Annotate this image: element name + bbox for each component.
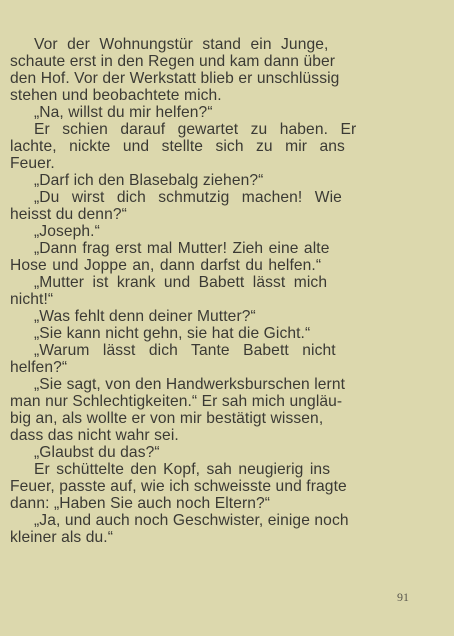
text-line: helfen?“	[10, 359, 68, 376]
text-line: man nur Schlechtigkeiten.“ Er sah mich ungläu-	[10, 393, 343, 410]
text-line: „Glaubst du das?“	[34, 444, 160, 461]
text-line: dann: „Haben Sie auch noch Eltern?“	[10, 495, 271, 512]
text-line: „Sie sagt, von den Handwerksburschen lernt	[34, 376, 346, 393]
text-line: „Ja, und auch noch Geschwister, einige noch	[34, 512, 349, 529]
text-line: Vor der Wohnungstür stand ein Junge,	[34, 36, 329, 53]
page-number: 91	[397, 590, 409, 604]
text-line: „Was fehlt denn deiner Mutter?“	[34, 308, 256, 325]
text-line: „Warum lässt dich Tante Babett nicht	[34, 342, 336, 359]
text-line: den Hof. Vor der Werkstatt blieb er unschlüssig	[10, 70, 340, 87]
text-line: Feuer, passte auf, wie ich schweisste und fragte	[10, 478, 347, 495]
text-line: „Darf ich den Blasebalg ziehen?“	[34, 172, 264, 189]
text-line: nicht!“	[10, 291, 54, 308]
text-line: heisst du denn?“	[10, 206, 127, 223]
text-line: Hose und Joppe an, dann darfst du helfen.“	[10, 257, 322, 274]
text-line: Er schüttelte den Kopf, sah neugierig ins	[34, 461, 331, 478]
text-line: „Du wirst dich schmutzig machen! Wie	[34, 189, 342, 206]
text-line: „Mutter ist krank und Babett lässt mich	[34, 274, 328, 291]
text-line: „Joseph.“	[34, 223, 100, 240]
text-line: „Dann frag erst mal Mutter! Zieh eine alte	[34, 240, 330, 257]
text-line: „Na, willst du mir helfen?“	[34, 104, 213, 121]
text-line: lachte, nickte und stellte sich zu mir ans	[10, 138, 345, 155]
text-line: kleiner als du.“	[10, 529, 114, 546]
text-line: dass das nicht wahr sei.	[10, 427, 179, 444]
text-line: „Sie kann nicht gehn, sie hat die Gicht.“	[34, 325, 311, 342]
text-line: stehen und beobachtete mich.	[10, 87, 222, 104]
text-line: Er schien darauf gewartet zu haben. Er	[34, 121, 357, 138]
text-line: big an, als wollte er von mir bestätigt wissen,	[10, 410, 324, 427]
text-line: schaute erst in den Regen und kam dann über	[10, 53, 336, 70]
text-line: Feuer.	[10, 155, 55, 172]
